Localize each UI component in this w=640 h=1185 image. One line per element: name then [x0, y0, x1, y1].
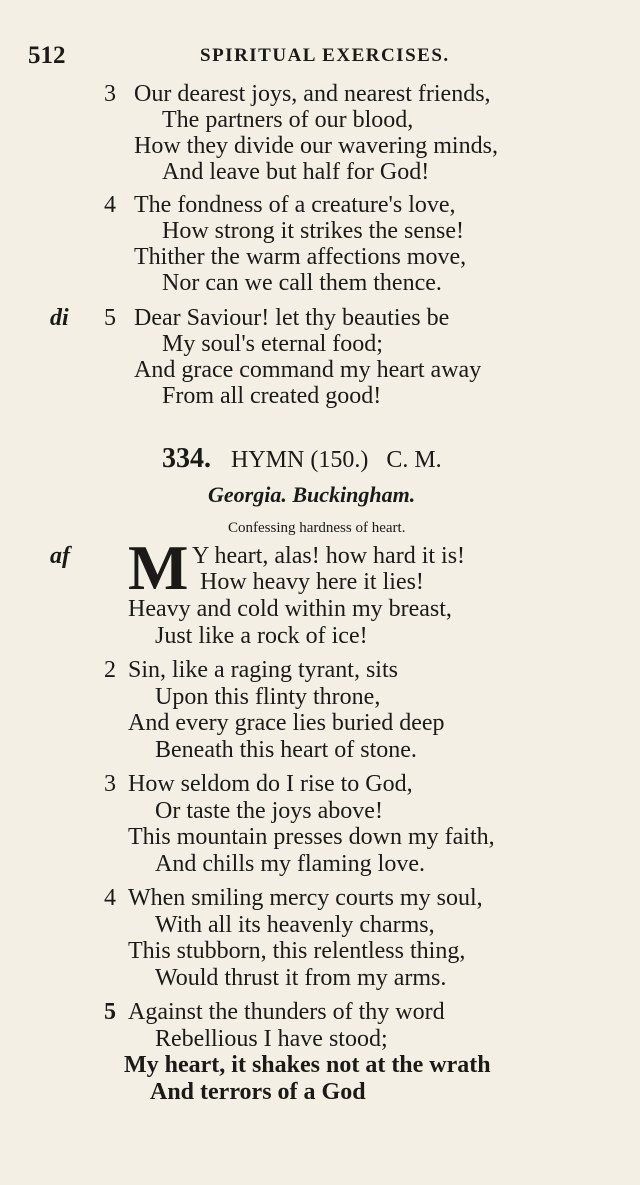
dynamic-mark: af: [50, 543, 70, 569]
verse-line: My soul's eternal food;: [162, 331, 383, 357]
hymn-heading: [162, 443, 442, 475]
hymn-number: 334.: [162, 443, 211, 474]
verse-line: And grace command my heart away: [134, 357, 482, 383]
verse-line: This stubborn, this relentless thing,: [128, 938, 466, 964]
stanza-number: 4: [104, 885, 116, 911]
stanza-number: 3: [104, 771, 116, 797]
page-number: 512: [28, 42, 66, 69]
verse-line: How heavy here it lies!: [200, 569, 424, 595]
verse-line: Against the thunders of thy word: [128, 999, 445, 1025]
verse-line: With all its heavenly charms,: [155, 912, 435, 938]
stanza-number: 3: [104, 81, 116, 107]
verse-line: Or taste the joys above!: [155, 798, 383, 824]
verse-line: And every grace lies buried deep: [128, 710, 445, 736]
hymn-title: HYMN (150.) C. M.: [231, 447, 442, 473]
verse-line: Just like a rock of ice!: [155, 623, 368, 649]
tune-names: Georgia. Buckingham.: [208, 482, 416, 507]
stanza-number: 2: [104, 657, 116, 683]
stanza-number: 5: [104, 305, 116, 331]
verse-line: Dear Saviour! let thy beauties be: [134, 305, 450, 331]
verse-line: When smiling mercy courts my soul,: [128, 885, 483, 911]
verse-line: And terrors of a God: [150, 1079, 366, 1105]
verse-line: My heart, it shakes not at the wrath: [124, 1052, 491, 1078]
stanza-number: 4: [104, 192, 116, 218]
verse-line: This mountain presses down my faith,: [128, 824, 495, 850]
verse-line: How seldom do I rise to God,: [128, 771, 413, 797]
verse-line: And chills my flaming love.: [155, 851, 425, 877]
verse-line: Thither the warm affections move,: [134, 244, 467, 270]
verse-line: And leave but half for God!: [162, 159, 430, 185]
verse-line: The fondness of a creature's love,: [134, 192, 456, 218]
verse-line: How strong it strikes the sense!: [162, 218, 464, 244]
page-header: [28, 42, 488, 72]
verse-line: Nor can we call them thence.: [162, 270, 442, 296]
verse-line: Y heart, alas! how hard it is!: [192, 543, 466, 569]
hymn-subject: Confessing hardness of heart.: [228, 520, 406, 536]
verse-line: From all created good!: [162, 383, 382, 409]
verse-line: Would thrust it from my arms.: [155, 965, 447, 991]
verse-line: Sin, like a raging tyrant, sits: [128, 657, 398, 683]
stanza-number: 5: [104, 999, 116, 1025]
verse-line: How they divide our wavering minds,: [134, 133, 498, 159]
dynamic-mark: di: [50, 305, 69, 331]
running-title: SPIRITUAL EXERCISES.: [200, 45, 450, 66]
verse-line: Upon this flinty throne,: [155, 684, 381, 710]
verse-line: The partners of our blood,: [162, 107, 414, 133]
verse-line: Beneath this heart of stone.: [155, 737, 417, 763]
drop-cap: M: [128, 532, 189, 603]
verse-line: Rebellious I have stood;: [155, 1026, 388, 1052]
verse-line: Our dearest joys, and nearest friends,: [134, 81, 491, 107]
verse-line: Heavy and cold within my breast,: [128, 596, 452, 622]
